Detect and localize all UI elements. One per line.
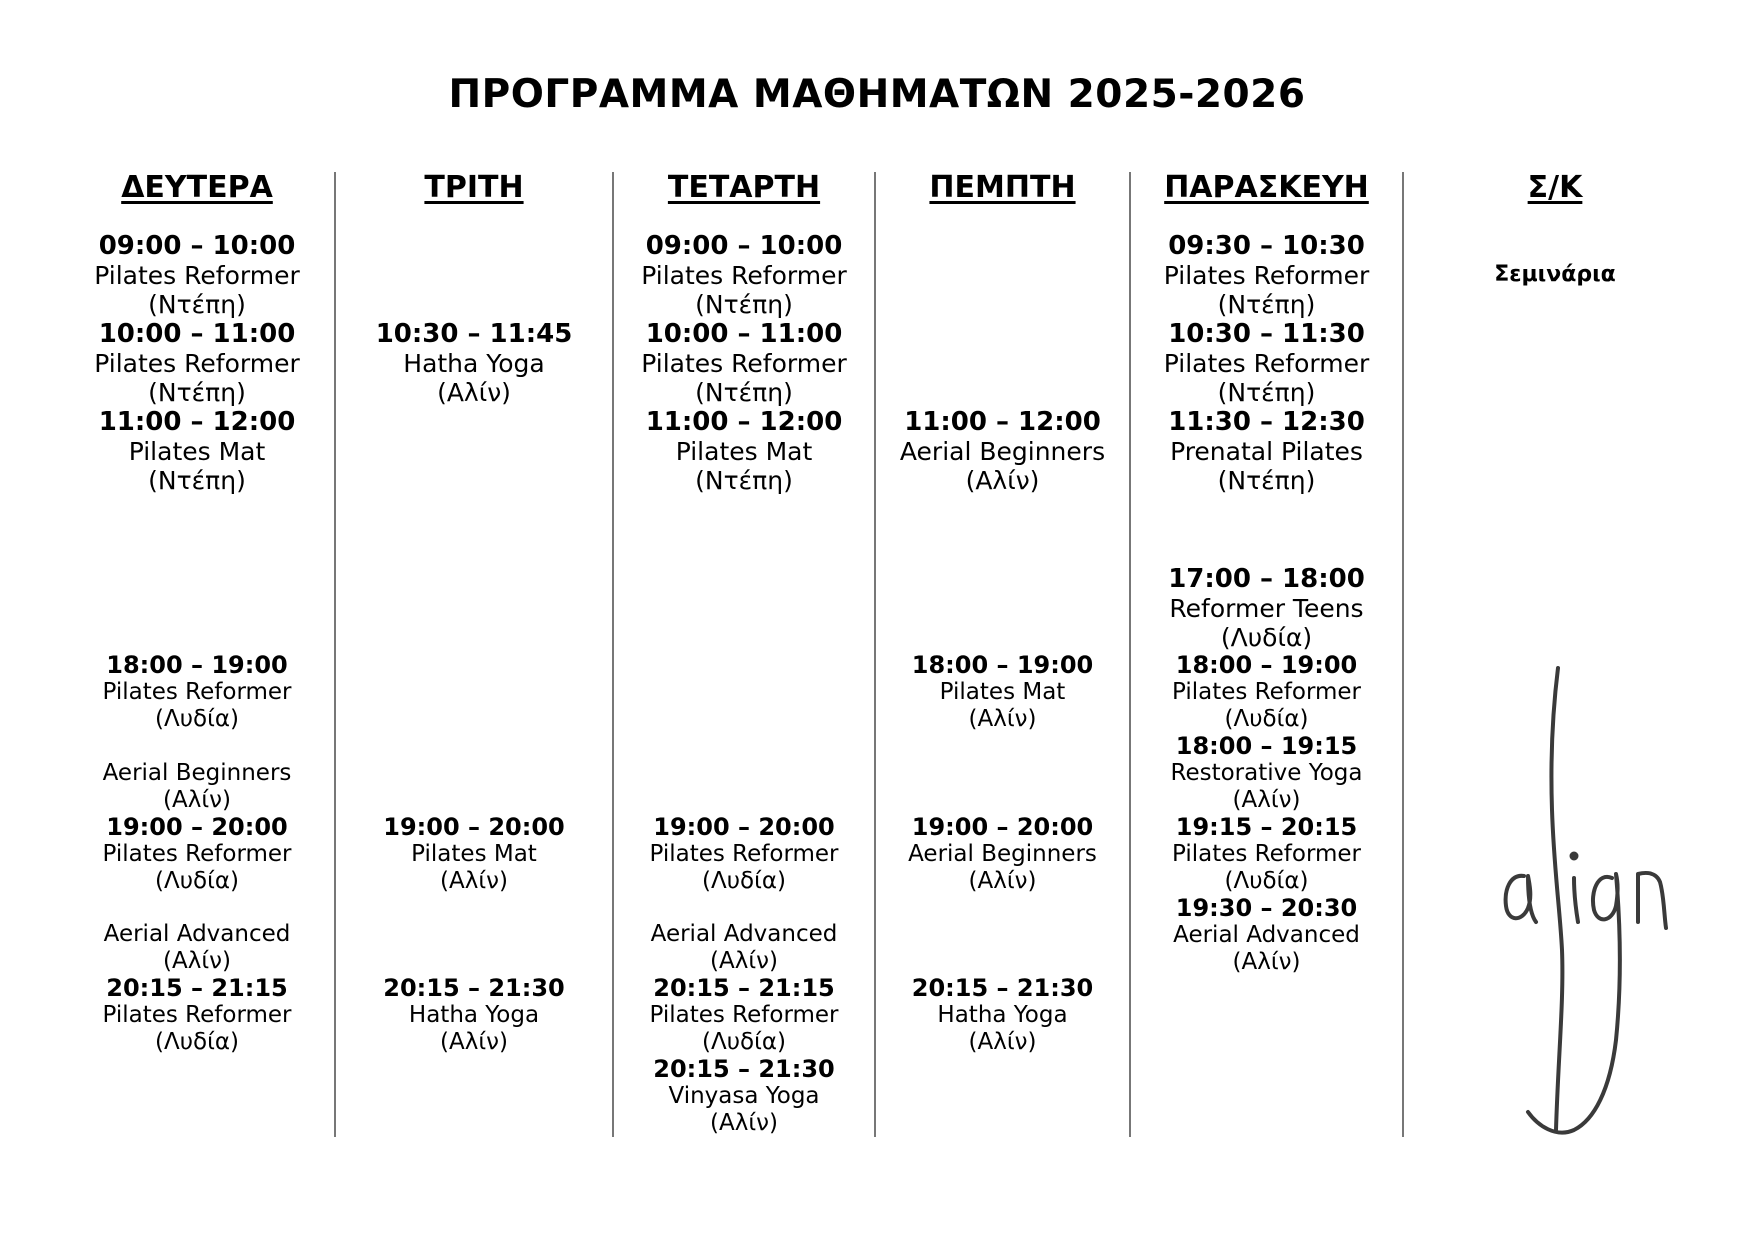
class-entry	[614, 408, 874, 495]
class-time: 09:30 – 10:30	[1168, 231, 1365, 261]
class-entry	[1131, 895, 1402, 976]
class-name: Pilates Reformer	[102, 841, 292, 867]
class-instructor: (Ντέπη)	[695, 466, 793, 495]
class-entry	[336, 975, 612, 1056]
class-instructor: (Αλίν)	[1232, 787, 1301, 813]
class-name: Pilates Reformer	[94, 349, 300, 378]
class-name: Pilates Reformer	[641, 349, 847, 378]
class-name: Pilates Reformer	[649, 1002, 839, 1028]
class-time: 20:15 – 21:30	[653, 1055, 835, 1083]
class-entry	[60, 408, 334, 495]
class-name: Pilates Reformer	[649, 841, 839, 867]
class-name: Pilates Reformer	[94, 261, 300, 290]
class-name: Hatha Yoga	[403, 349, 545, 378]
class-time: 20:15 – 21:15	[106, 974, 288, 1002]
class-time: 18:00 – 19:15	[1175, 732, 1358, 760]
class-name: Aerial Advanced	[650, 921, 838, 947]
class-instructor: (Λυδία)	[154, 706, 239, 732]
class-name: Aerial Beginners	[908, 841, 1097, 867]
class-instructor: (Ντέπη)	[148, 290, 246, 319]
column-thursday	[876, 0, 1129, 1240]
class-entry	[60, 814, 334, 895]
class-instructor: (Αλίν)	[968, 868, 1037, 894]
class-name: Pilates Reformer	[102, 1002, 292, 1028]
class-name: Pilates Reformer	[1163, 261, 1370, 290]
class-entry	[614, 320, 874, 407]
class-instructor: (Λυδία)	[701, 868, 786, 894]
class-instructor: (Ντέπη)	[1217, 466, 1316, 495]
class-name: Aerial Beginners	[899, 437, 1106, 466]
class-entry	[60, 232, 334, 319]
class-time: 19:00 – 20:00	[383, 813, 565, 841]
class-instructor: (Λυδία)	[701, 1029, 786, 1055]
class-instructor: (Αλίν)	[437, 378, 511, 407]
class-entry	[336, 320, 612, 407]
class-name: Pilates Reformer	[1163, 349, 1370, 378]
class-instructor: (Αλίν)	[440, 868, 508, 894]
class-time: 10:00 – 11:00	[645, 319, 843, 349]
seminars-label: Σεμινάρια	[1494, 262, 1616, 287]
class-instructor: (Λυδία)	[154, 1029, 239, 1055]
class-time: 19:15 – 20:15	[1175, 813, 1358, 841]
class-entry	[60, 320, 334, 407]
class-entry	[614, 814, 874, 895]
class-name: Pilates Mat	[411, 841, 537, 867]
class-name: Pilates Mat	[128, 437, 266, 466]
class-entry	[876, 975, 1129, 1056]
page-title: ΠΡΟΓΡΑΜΜΑ ΜΑΘΗΜΑΤΩΝ 2025-2026	[448, 72, 1306, 117]
class-instructor: (Αλίν)	[968, 1029, 1037, 1055]
class-time: 11:00 – 12:00	[645, 407, 843, 437]
class-name: Hatha Yoga	[937, 1002, 1068, 1028]
class-time: 09:00 – 10:00	[645, 231, 843, 261]
column-monday	[60, 0, 334, 1240]
day-header-friday: ΠΑΡΑΣΚΕΥΗ	[1164, 170, 1369, 205]
class-name: Hatha Yoga	[408, 1002, 540, 1028]
class-entry	[1131, 320, 1402, 407]
class-entry	[876, 652, 1129, 733]
class-instructor: (Αλίν)	[965, 466, 1040, 495]
class-time: 17:00 – 18:00	[1168, 564, 1365, 594]
class-time: 20:15 – 21:30	[911, 974, 1094, 1002]
class-time: 11:00 – 12:00	[904, 407, 1101, 437]
class-time: 10:30 – 11:30	[1168, 319, 1365, 349]
class-instructor: (Ντέπη)	[695, 290, 793, 319]
class-instructor: (Αλίν)	[968, 706, 1037, 732]
class-instructor: (Λυδία)	[1224, 706, 1309, 732]
class-time: 18:00 – 19:00	[911, 651, 1094, 679]
class-time: 20:15 – 21:15	[653, 974, 835, 1002]
class-time: 10:30 – 11:45	[375, 319, 573, 349]
class-time: 19:00 – 20:00	[911, 813, 1094, 841]
day-header-wednesday: ΤΕΤΑΡΤΗ	[667, 170, 821, 205]
class-entry	[1131, 814, 1402, 895]
class-instructor: (Ντέπη)	[148, 466, 246, 495]
class-time: 20:15 – 21:30	[383, 974, 565, 1002]
class-instructor: (Ντέπη)	[148, 378, 246, 407]
class-entry	[614, 975, 874, 1056]
class-instructor: (Λυδία)	[1224, 868, 1309, 894]
class-time: 11:30 – 12:30	[1168, 407, 1365, 437]
class-name: Pilates Mat	[939, 679, 1066, 705]
class-name: Prenatal Pilates	[1170, 437, 1363, 466]
class-time: 19:30 – 20:30	[1175, 894, 1358, 922]
class-name: Pilates Reformer	[102, 679, 292, 705]
class-instructor: (Αλίν)	[163, 787, 231, 813]
class-name: Aerial Beginners	[102, 760, 292, 786]
class-time: 11:00 – 12:00	[98, 407, 296, 437]
class-entry	[614, 232, 874, 319]
class-name: Restorative Yoga	[1170, 760, 1363, 786]
class-entry	[60, 975, 334, 1056]
class-instructor: (Λυδία)	[1220, 623, 1313, 652]
class-name: Pilates Reformer	[1171, 841, 1362, 867]
class-entry	[876, 814, 1129, 895]
class-instructor: (Ντέπη)	[1217, 378, 1316, 407]
class-instructor: (Αλίν)	[163, 948, 231, 974]
class-entry	[614, 921, 874, 975]
class-entry	[1131, 408, 1402, 495]
class-name: Pilates Reformer	[1171, 679, 1362, 705]
class-entry	[1131, 652, 1402, 733]
class-entry	[1131, 565, 1402, 652]
day-header-tuesday: ΤΡΙΤΗ	[424, 170, 524, 205]
class-instructor: (Αλίν)	[710, 1110, 778, 1136]
class-time: 19:00 – 20:00	[653, 813, 835, 841]
class-entry	[876, 408, 1129, 495]
class-time: 19:00 – 20:00	[106, 813, 288, 841]
class-entry	[60, 652, 334, 733]
class-entry	[614, 1056, 874, 1137]
class-name: Pilates Reformer	[641, 261, 847, 290]
class-instructor: (Λυδία)	[154, 868, 239, 894]
class-entry	[60, 760, 334, 814]
class-instructor: (Ντέπη)	[1217, 290, 1316, 319]
column-tuesday	[336, 0, 612, 1240]
day-header-monday: ΔΕΥΤΕΡΑ	[121, 170, 273, 205]
class-name: Vinyasa Yoga	[668, 1083, 820, 1109]
class-instructor: (Ντέπη)	[695, 378, 793, 407]
day-header-thursday: ΠΕΜΠΤΗ	[929, 170, 1076, 205]
class-name: Reformer Teens	[1169, 594, 1364, 623]
class-entry	[1131, 232, 1402, 319]
day-header-weekend: Σ/Κ	[1527, 170, 1583, 205]
class-name: Pilates Mat	[675, 437, 813, 466]
class-name: Aerial Advanced	[103, 921, 291, 947]
class-entry	[60, 921, 334, 975]
class-time: 10:00 – 11:00	[98, 319, 296, 349]
class-entry	[1131, 733, 1402, 814]
class-name: Aerial Advanced	[1173, 922, 1360, 948]
class-instructor: (Αλίν)	[1232, 949, 1301, 975]
class-entry	[336, 814, 612, 895]
class-instructor: (Αλίν)	[440, 1029, 508, 1055]
class-time: 18:00 – 19:00	[106, 651, 288, 679]
class-time: 18:00 – 19:00	[1175, 651, 1358, 679]
class-time: 09:00 – 10:00	[98, 231, 296, 261]
class-instructor: (Αλίν)	[710, 948, 778, 974]
column-friday	[1131, 0, 1402, 1240]
column-wednesday	[614, 0, 874, 1240]
align-logo	[1500, 660, 1670, 1140]
